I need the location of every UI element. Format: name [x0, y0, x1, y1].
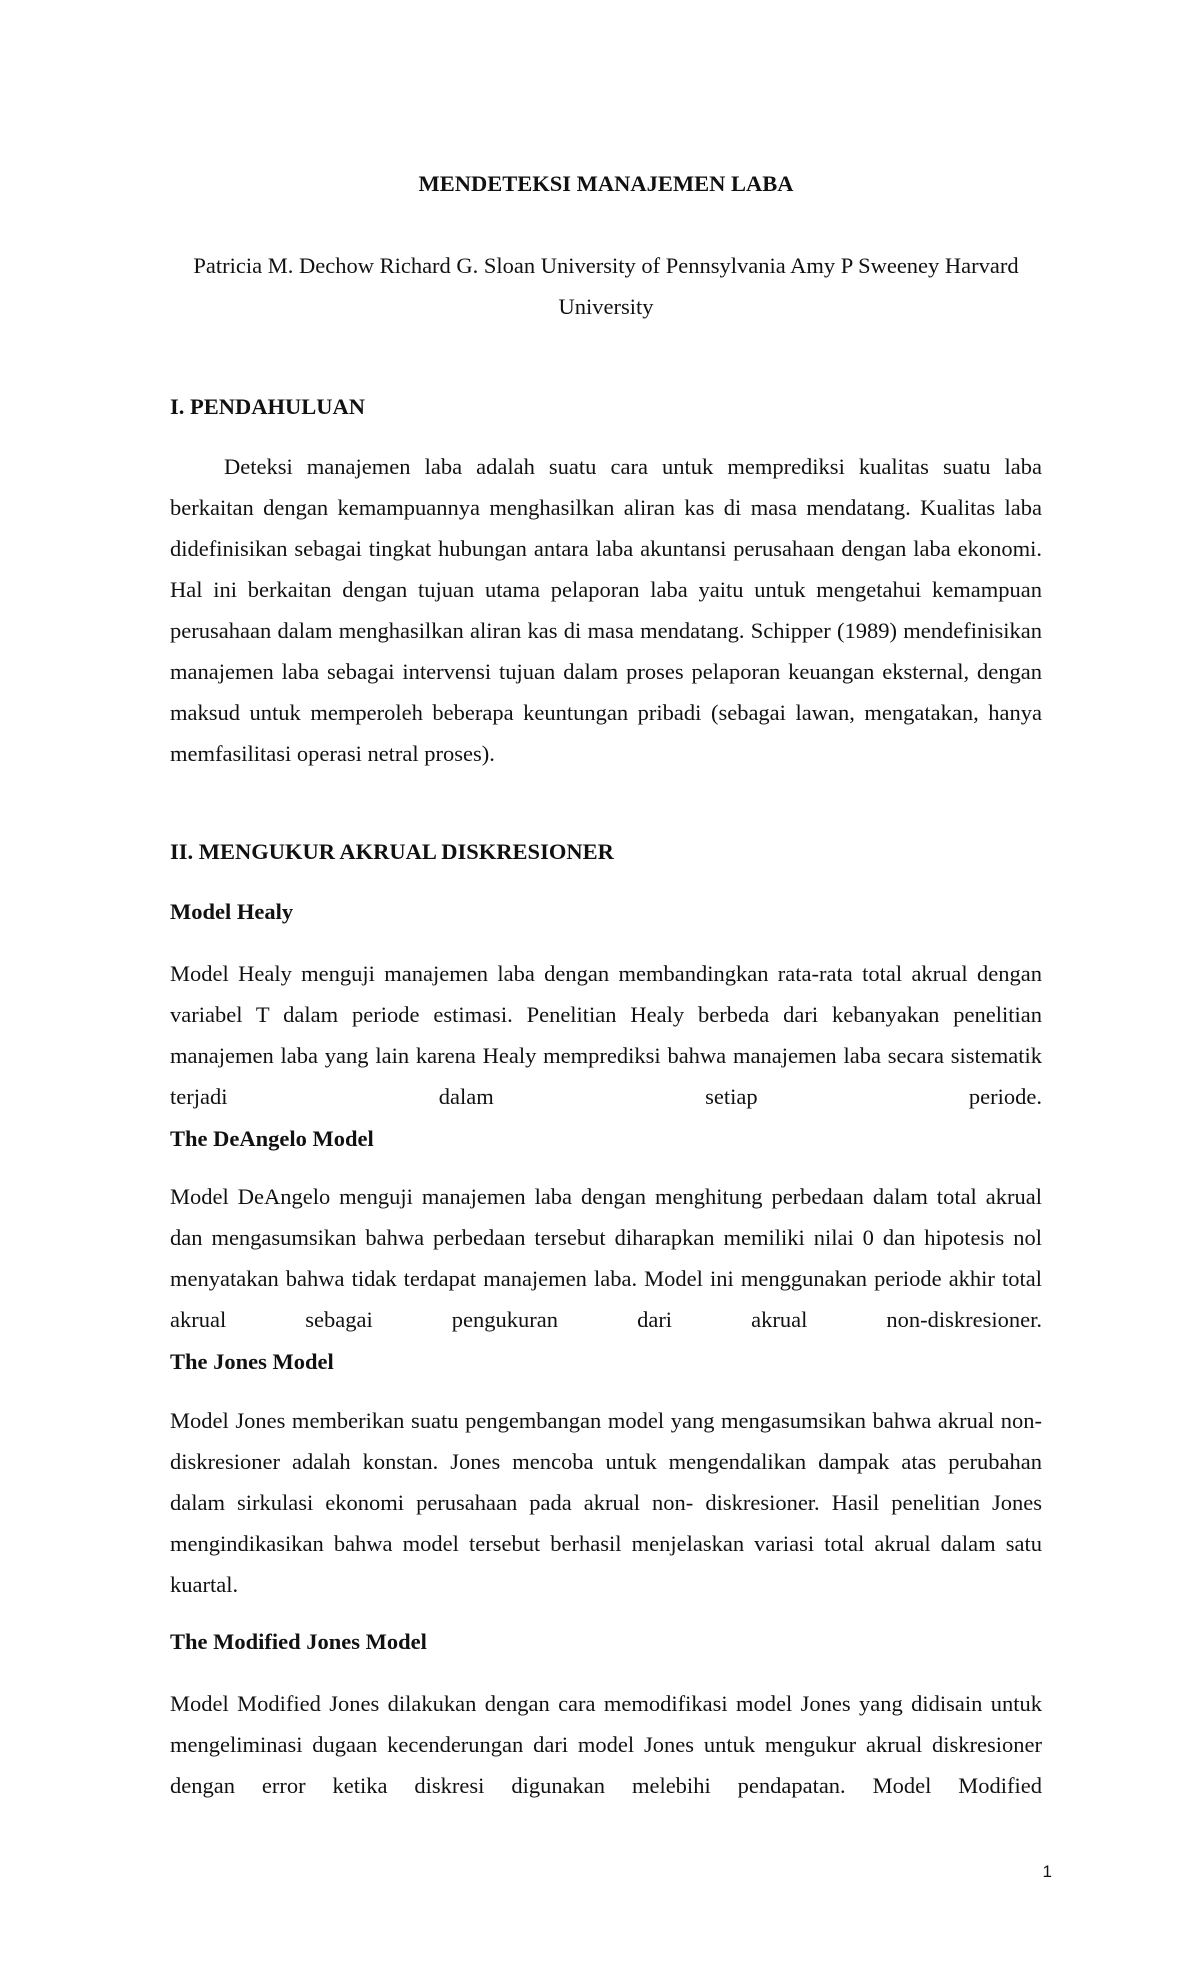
- paragraph-model-healy: Model Healy menguji manajemen laba dengan membandingkan rata-rata total akrual dengan variabel T dalam periode estimasi. Penelitian Healy berbeda dari kebanyakan penelitian manajemen laba yang lain karena Healy memprediksi bahwa manajemen laba secara sistematik terjadi dalam setiap periode.: [170, 961, 1042, 1109]
- authors-line: Patricia M. Dechow Richard G. Sloan University of Pennsylvania Amy P Sweeney Harvard University: [193, 253, 1019, 319]
- section-heading-pendahuluan: I. PENDAHULUAN: [170, 394, 366, 419]
- subheading-model-healy: Model Healy: [170, 899, 294, 924]
- paragraph-deangelo-model: Model DeAngelo menguji manajemen laba dengan menghitung perbedaan dalam total akrual dan mengasumsikan bahwa perbedaan tersebut diharapkan memiliki nilai 0 dan hipotesis nol menyatakan bahwa tidak terdapat manajemen laba. Model ini menggunakan periode akhir total akrual sebagai pengukuran dari akrual non-diskresioner.: [170, 1184, 1042, 1332]
- paragraph-modified-jones-model: Model Modified Jones dilakukan dengan cara memodifikasi model Jones yang didisain untuk mengeliminasi dugaan kecenderungan dari model Jones untuk mengukur akrual diskresioner dengan error ketika diskresi digunakan melebihi pendapatan. Model Modified: [170, 1691, 1042, 1798]
- page-number: 1: [1042, 1862, 1052, 1881]
- document-title: MENDETEKSI MANAJEMEN LABA: [418, 171, 794, 196]
- subheading-deangelo-model: The DeAngelo Model: [170, 1126, 374, 1151]
- subheading-modified-jones-model: The Modified Jones Model: [170, 1629, 427, 1654]
- paragraph-pendahuluan: Deteksi manajemen laba adalah suatu cara untuk memprediksi kualitas suatu laba berkaitan dengan kemampuannya menghasilkan aliran kas di masa mendatang. Kualitas laba didefinisikan sebagai tingkat hubungan antara laba akuntansi perusahaan dengan laba ekonomi. Hal ini berkaitan dengan tujuan utama pelaporan laba yaitu untuk mengetahui kemampuan perusahaan dalam menghasilkan aliran kas di masa mendatang. Schipper (1989) mendefinisikan manajemen laba sebagai intervensi tujuan dalam proses pelaporan keuangan eksternal, dengan maksud untuk memperoleh beberapa keuntungan pribadi (sebagai lawan, mengatakan, hanya memfasilitasi operasi netral proses).: [170, 454, 1042, 766]
- subheading-jones-model: The Jones Model: [170, 1349, 334, 1374]
- section-heading-akrual-diskresioner: II. MENGUKUR AKRUAL DISKRESIONER: [170, 839, 614, 864]
- paragraph-jones-model: Model Jones memberikan suatu pengembangan model yang mengasumsikan bahwa akrual non-diskresioner adalah konstan. Jones mencoba untuk mengendalikan dampak atas perubahan dalam sirkulasi ekonomi perusahaan pada akrual non- diskresioner. Hasil penelitian Jones mengindikasikan bahwa model tersebut berhasil menjelaskan variasi total akrual dalam satu kuartal.: [170, 1408, 1042, 1597]
